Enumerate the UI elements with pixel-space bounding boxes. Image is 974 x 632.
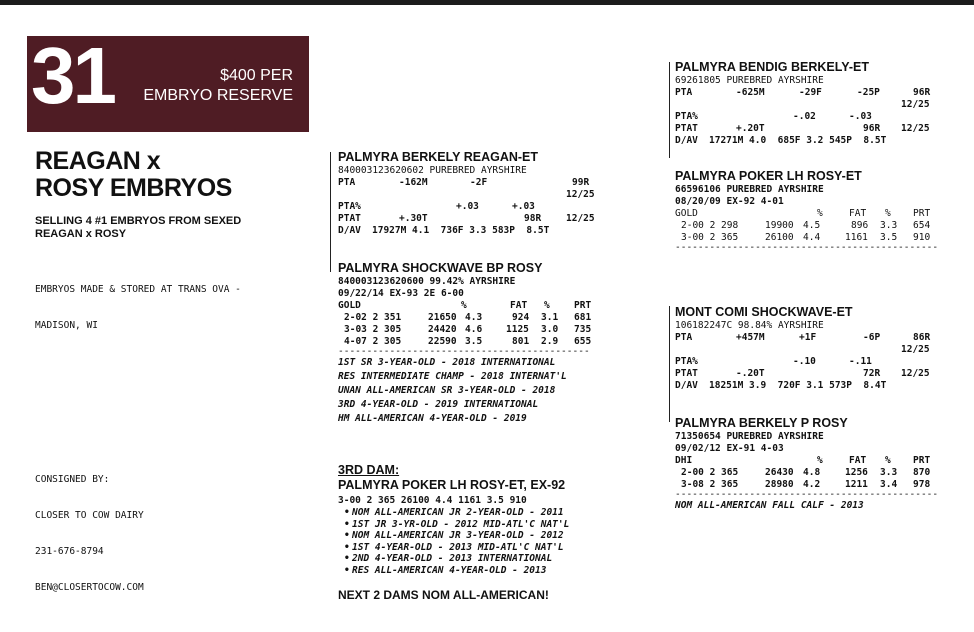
next-dams-note: NEXT 2 DAMS NOM ALL-AMERICAN! <box>338 588 549 602</box>
honor-item: 3RD 4-YEAR-OLD - 2019 INTERNATIONAL <box>338 399 539 410</box>
list-item: • RES ALL-AMERICAN 4-YEAR-OLD - 2013 <box>344 565 638 577</box>
divider: ---------------------------------------------- <box>675 491 939 499</box>
dam-record-header: GOLD % FAT % PRT <box>338 300 592 311</box>
lot-number: 31 <box>31 31 114 120</box>
dam-name: PALMYRA SHOCKWAVE BP ROSY <box>338 261 543 275</box>
table-row: 3-03 2 305 24420 4.6 1125 3.0 735 <box>344 324 592 335</box>
consignor-email: BEN@CLOSERTOCOW.COM <box>35 582 144 593</box>
sire-dav-row: D/AV 17927M 4.1 736F 3.3 583P 8.5T <box>338 225 550 236</box>
list-item: • 1ST JR 3-YR-OLD - 2012 MID-ATL'C NAT'L <box>344 519 638 531</box>
montcomi-pta-date: 12/25 <box>901 344 930 355</box>
divider: -------------------------------------------- <box>338 348 590 356</box>
poker-record-header: GOLD % FAT % PRT <box>675 208 931 219</box>
dam-classification: 09/22/14 EX-93 2E 6-00 <box>338 288 464 299</box>
montcomi-pta-row: PTA +457M +1F -6P 86R <box>675 332 931 343</box>
third-dam-honors <box>344 507 638 576</box>
list-item: • 1ST 4-YEAR-OLD - 2013 MID-ATL'C NAT'L <box>344 542 638 554</box>
price-line-1: $400 PER <box>220 67 293 84</box>
price-line-2: EMBRYO RESERVE <box>143 87 293 104</box>
third-dam-label: 3RD DAM: <box>338 463 400 477</box>
third-dam-block <box>338 463 638 602</box>
poker-classification: 08/20/09 EX-92 4-01 <box>675 196 784 207</box>
table-row: 2-00 2 365 26430 4.8 1256 3.3 870 <box>681 467 931 478</box>
title-line-2: ROSY EMBRYOS <box>35 174 232 202</box>
subheadline <box>35 215 241 241</box>
sire-pta-date: 12/25 <box>566 189 595 200</box>
sire-registration: 840003123620602 PUREBRED AYRSHIRE <box>338 165 527 176</box>
sire-name: PALMYRA BERKELY REAGAN-ET <box>338 150 539 164</box>
honor-item: 1ST SR 3-YEAR-OLD - 2018 INTERNATIONAL <box>338 357 556 368</box>
montcomi-ptat-row: PTAT -.20T 72R 12/25 <box>675 368 930 379</box>
honor-item: HM ALL-AMERICAN 4-YEAR-OLD - 2019 <box>338 413 527 424</box>
table-row: 2-02 2 351 21650 4.3 924 3.1 681 <box>344 312 592 323</box>
montcomi-block <box>675 305 940 392</box>
berkelyp-name: PALMYRA BERKELY P ROSY <box>675 416 848 430</box>
bendig-registration: 69261805 PUREBRED AYRSHIRE <box>675 75 824 86</box>
sire-pta-row: PTA -162M -2F 99R <box>338 177 590 188</box>
sire-ptat-row: PTAT +.30T 98R 12/25 <box>338 213 595 224</box>
montcomi-dav-row: D/AV 18251M 3.9 720F 3.1 573P 8.4T <box>675 380 887 391</box>
pedigree-line-bendig <box>669 62 670 158</box>
bendig-pta-pct-row: PTA% -.02 -.03 <box>675 111 872 122</box>
consignor-phone: 231-676-8794 <box>35 546 104 557</box>
storage-line-2: MADISON, WI <box>35 320 98 331</box>
page-title <box>35 148 232 202</box>
bendig-dav-row: D/AV 17271M 4.0 685F 3.2 545P 8.5T <box>675 135 887 146</box>
berkelyp-block <box>675 416 940 513</box>
poker-name: PALMYRA POKER LH ROSY-ET <box>675 169 862 183</box>
honor-item: UNAN ALL-AMERICAN SR 3-YEAR-OLD - 2018 <box>338 385 556 396</box>
storage-note <box>35 260 241 344</box>
title-line-1: REAGAN x <box>35 147 161 175</box>
pedigree-line-montcomi <box>669 306 670 422</box>
berkelyp-honor: NOM ALL-AMERICAN FALL CALF - 2013 <box>675 500 864 511</box>
table-row: 2-00 2 298 19900 4.5 896 3.3 654 <box>681 220 931 231</box>
dam-block <box>338 261 628 426</box>
top-border <box>0 0 974 5</box>
consignor-name: CLOSER TO COW DAIRY <box>35 510 144 521</box>
table-row: 4-07 2 305 22590 3.5 801 2.9 655 <box>344 336 592 347</box>
berkelyp-classification: 09/02/12 EX-91 4-03 <box>675 443 784 454</box>
berkelyp-record-header: DHI % FAT % PRT <box>675 455 931 466</box>
bendig-pta-row: PTA -625M -29F -25P 96R <box>675 87 931 98</box>
pedigree-line-sire <box>330 152 331 272</box>
table-row: 3-00 2 365 26100 4.4 1161 3.5 910 <box>681 232 931 243</box>
subheadline-line-2: REAGAN x ROSY <box>35 228 127 240</box>
dam-honors <box>338 356 628 426</box>
list-item: • NOM ALL-AMERICAN JR 3-YEAR-OLD - 2012 <box>344 530 638 542</box>
lot-box <box>27 31 309 132</box>
sire-pta-pct-row: PTA% +.03 +.03 <box>338 201 535 212</box>
list-item: • 2ND 4-YEAR-OLD - 2013 INTERNATIONAL <box>344 553 638 565</box>
bendig-ptat-row: PTAT +.20T 96R 12/25 <box>675 123 930 134</box>
table-row: 3-08 2 365 28980 4.2 1211 3.4 978 <box>681 479 931 490</box>
bendig-pta-date: 12/25 <box>901 99 930 110</box>
montcomi-registration: 106182247C 98.84% AYRSHIRE <box>675 320 824 331</box>
third-dam-name: PALMYRA POKER LH ROSY-ET, EX-92 <box>338 478 566 492</box>
storage-line-1: EMBRYOS MADE & STORED AT TRANS OVA - <box>35 284 241 295</box>
dam-registration: 840003123620600 99.42% AYRSHIRE <box>338 276 516 287</box>
third-dam-record: 3-00 2 365 26100 4.4 1161 3.5 910 <box>338 495 527 506</box>
list-item: • NOM ALL-AMERICAN JR 2-YEAR-OLD - 2011 <box>344 507 638 519</box>
montcomi-name: MONT COMI SHOCKWAVE-ET <box>675 305 853 319</box>
poker-block <box>675 169 940 252</box>
consignor-label: CONSIGNED BY: <box>35 474 110 485</box>
bendig-block <box>675 60 940 147</box>
consignor-block <box>35 450 144 606</box>
berkelyp-registration: 71350654 PUREBRED AYRSHIRE <box>675 431 824 442</box>
sire-block <box>338 150 606 237</box>
poker-registration: 66596106 PUREBRED AYRSHIRE <box>675 184 824 195</box>
divider: ---------------------------------------------- <box>675 244 939 252</box>
subheadline-line-1: SELLING 4 #1 EMBRYOS FROM SEXED <box>35 215 242 227</box>
lot-price <box>143 66 293 106</box>
bendig-name: PALMYRA BENDIG BERKELY-ET <box>675 60 870 74</box>
montcomi-pta-pct-row: PTA% -.10 -.11 <box>675 356 872 367</box>
honor-item: RES INTERMEDIATE CHAMP - 2018 INTERNAT'L <box>338 371 567 382</box>
